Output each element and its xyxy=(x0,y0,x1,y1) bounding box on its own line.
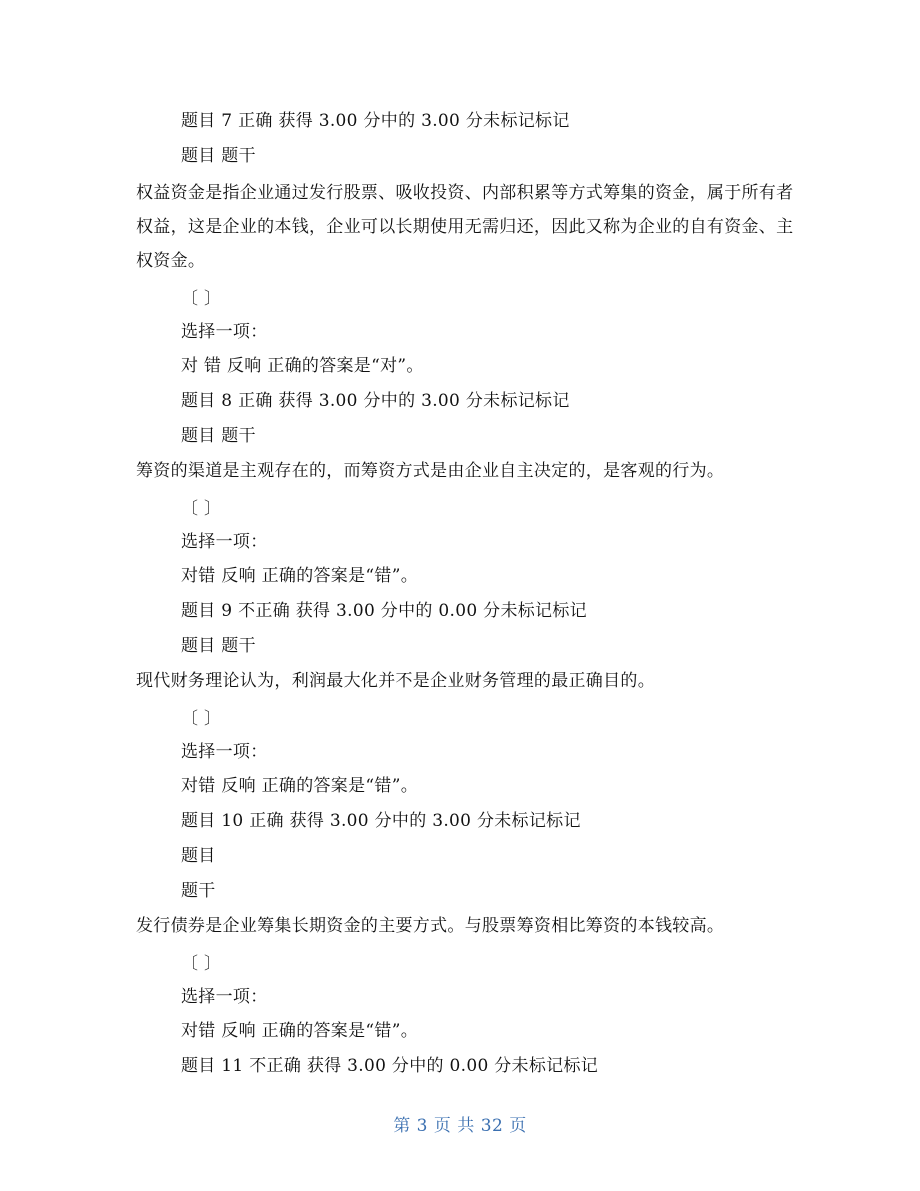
q8-choose-label: 选择一项： xyxy=(181,532,268,552)
q9-answer: 对错 反响 正确的答案是“错”。 xyxy=(181,776,418,796)
q7-answer: 对 错 反响 正确的答案是“对”。 xyxy=(181,356,424,376)
q10-choose-label: 选择一项： xyxy=(181,987,268,1007)
q9-stem-label: 题目 题干 xyxy=(181,636,256,656)
q8-answer: 对错 反响 正确的答案是“错”。 xyxy=(181,566,418,586)
q10-header: 题目 10 正确 获得 3.00 分中的 3.00 分未标记标记 xyxy=(181,811,581,831)
q7-header: 题目 7 正确 获得 3.00 分中的 3.00 分未标记标记 xyxy=(181,111,570,131)
q7-question-text: 权益资金是指企业通过发行股票、吸收投资、内部积累等方式筹集的资金，属于所有者权益，这是企业的本钱，企业可以长期使用无需归还，因此又称为企业的自有资金、主权资金。 xyxy=(136,183,794,271)
q10-stem-label-2: 题干 xyxy=(181,881,216,901)
q8-question-text: 筹资的渠道是主观存在的，而筹资方式是由企业自主决定的，是客观的行为。 xyxy=(136,461,725,481)
q8-header: 题目 8 正确 获得 3.00 分中的 3.00 分未标记标记 xyxy=(181,391,570,411)
q10-question-text: 发行债券是企业筹集长期资金的主要方式。与股票筹资相比筹资的本钱较高。 xyxy=(136,916,725,936)
q10-stem-label-1: 题目 xyxy=(181,846,216,866)
q8-stem-label: 题目 题干 xyxy=(181,426,256,446)
q10-bracket: 〔 〕 xyxy=(181,954,222,974)
q9-bracket: 〔 〕 xyxy=(181,709,222,729)
q11-header: 题目 11 不正确 获得 3.00 分中的 0.00 分未标记标记 xyxy=(181,1056,599,1076)
q9-header: 题目 9 不正确 获得 3.00 分中的 0.00 分未标记标记 xyxy=(181,601,587,621)
q7-choose-label: 选择一项： xyxy=(181,322,268,342)
q9-choose-label: 选择一项： xyxy=(181,742,268,762)
page-number: 第 3 页 共 32 页 xyxy=(393,1116,527,1136)
q10-answer: 对错 反响 正确的答案是“错”。 xyxy=(181,1021,418,1041)
q9-question-text: 现代财务理论认为，利润最大化并不是企业财务管理的最正确目的。 xyxy=(136,671,655,691)
q8-bracket: 〔 〕 xyxy=(181,499,222,519)
q7-stem-label: 题目 题干 xyxy=(181,146,256,166)
q7-bracket: 〔 〕 xyxy=(181,289,222,309)
